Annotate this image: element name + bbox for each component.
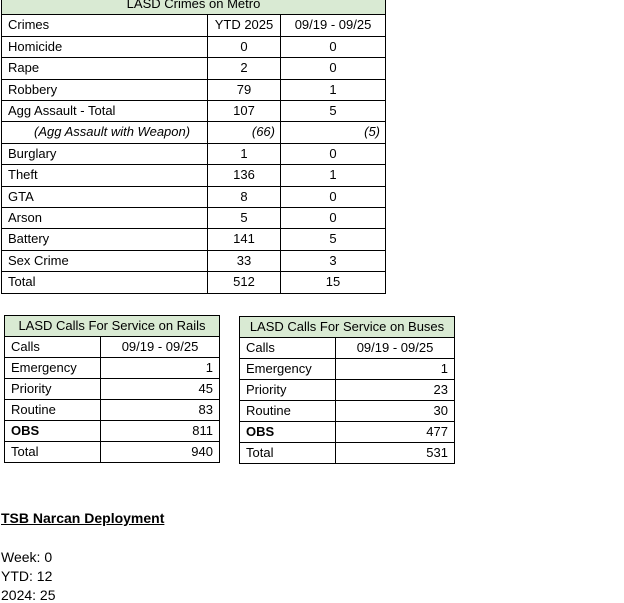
cell-value: 83 [101,400,220,421]
rails-calls-table [4,315,220,463]
table-row [2,272,386,293]
table-row [5,442,220,463]
cell-value: 3 [281,250,386,271]
cell-value: 811 [101,421,220,442]
table-row [240,359,455,380]
cell-value: (66) [208,122,281,143]
table-row [2,36,386,57]
row-label: Rape [2,58,208,79]
cell-value: 141 [208,229,281,250]
table-row [240,443,455,464]
table-row [2,208,386,229]
table-header-row [5,337,220,358]
cell-value: 477 [336,422,455,443]
row-label: Burglary [2,143,208,164]
cell-value: 1 [208,143,281,164]
table-row [2,143,386,164]
row-label: Total [5,442,101,463]
cell-value: 33 [208,250,281,271]
cell-value: 136 [208,165,281,186]
cell-value: 79 [208,79,281,100]
row-label: Arson [2,208,208,229]
buses-table-title: LASD Calls For Service on Buses [240,317,455,338]
narcan-week: Week: 0 [1,549,53,565]
narcan-prior-year: 2024: 25 [1,587,56,603]
row-label: Total [2,272,208,293]
table-row [5,400,220,421]
cell-value: 5 [281,229,386,250]
header-cell: Calls [240,338,336,359]
narcan-ytd: YTD: 12 [1,568,53,584]
cell-value: 531 [336,443,455,464]
cell-value: 1 [281,79,386,100]
header-cell: 09/19 - 09/25 [101,337,220,358]
cell-value: 940 [101,442,220,463]
row-label: Emergency [5,358,101,379]
crimes-table-title: LASD Crimes on Metro [2,0,386,15]
cell-value: 45 [101,379,220,400]
table-row [2,79,386,100]
cell-value: 0 [281,143,386,164]
header-cell: 09/19 - 09/25 [336,338,455,359]
table-row [240,401,455,422]
cell-value: 5 [208,208,281,229]
table-row [2,229,386,250]
cell-value: 5 [281,101,386,122]
cell-value: 8 [208,186,281,207]
row-label: Homicide [2,36,208,57]
row-label: Sex Crime [2,250,208,271]
cell-value: 30 [336,401,455,422]
cell-value: 0 [281,36,386,57]
header-cell: YTD 2025 [208,15,281,36]
row-label: Priority [240,380,336,401]
table-row [5,379,220,400]
buses-calls-table [239,316,455,464]
row-label: Total [240,443,336,464]
row-label: OBS [240,422,336,443]
cell-value: 0 [281,208,386,229]
cell-value: 23 [336,380,455,401]
table-row [2,165,386,186]
row-label: Priority [5,379,101,400]
row-label: Battery [2,229,208,250]
cell-value: 1 [281,165,386,186]
narcan-heading: TSB Narcan Deployment [1,510,165,526]
cell-value: 0 [208,36,281,57]
table-row [2,122,386,143]
table-row [2,250,386,271]
row-label: Emergency [240,359,336,380]
table-row [5,358,220,379]
header-cell: Calls [5,337,101,358]
table-header-row [240,338,455,359]
row-label: GTA [2,186,208,207]
table-row [2,101,386,122]
cell-value: 0 [281,58,386,79]
table-header-row [2,15,386,36]
row-label: OBS [5,421,101,442]
row-label: Routine [5,400,101,421]
row-label: Theft [2,165,208,186]
cell-value: 1 [101,358,220,379]
table-row [2,186,386,207]
row-label: Routine [240,401,336,422]
cell-value: 2 [208,58,281,79]
rails-table-title: LASD Calls For Service on Rails [5,316,220,337]
cell-value: 1 [336,359,455,380]
table-row [5,421,220,442]
header-cell: Crimes [2,15,208,36]
cell-value: 15 [281,272,386,293]
row-label: (Agg Assault with Weapon) [2,122,208,143]
cell-value: 0 [281,186,386,207]
table-row [240,422,455,443]
row-label: Robbery [2,79,208,100]
cell-value: (5) [281,122,386,143]
cell-value: 512 [208,272,281,293]
table-row [2,58,386,79]
row-label: Agg Assault - Total [2,101,208,122]
cell-value: 107 [208,101,281,122]
header-cell: 09/19 - 09/25 [281,15,386,36]
crimes-table [1,0,386,294]
table-row [240,380,455,401]
